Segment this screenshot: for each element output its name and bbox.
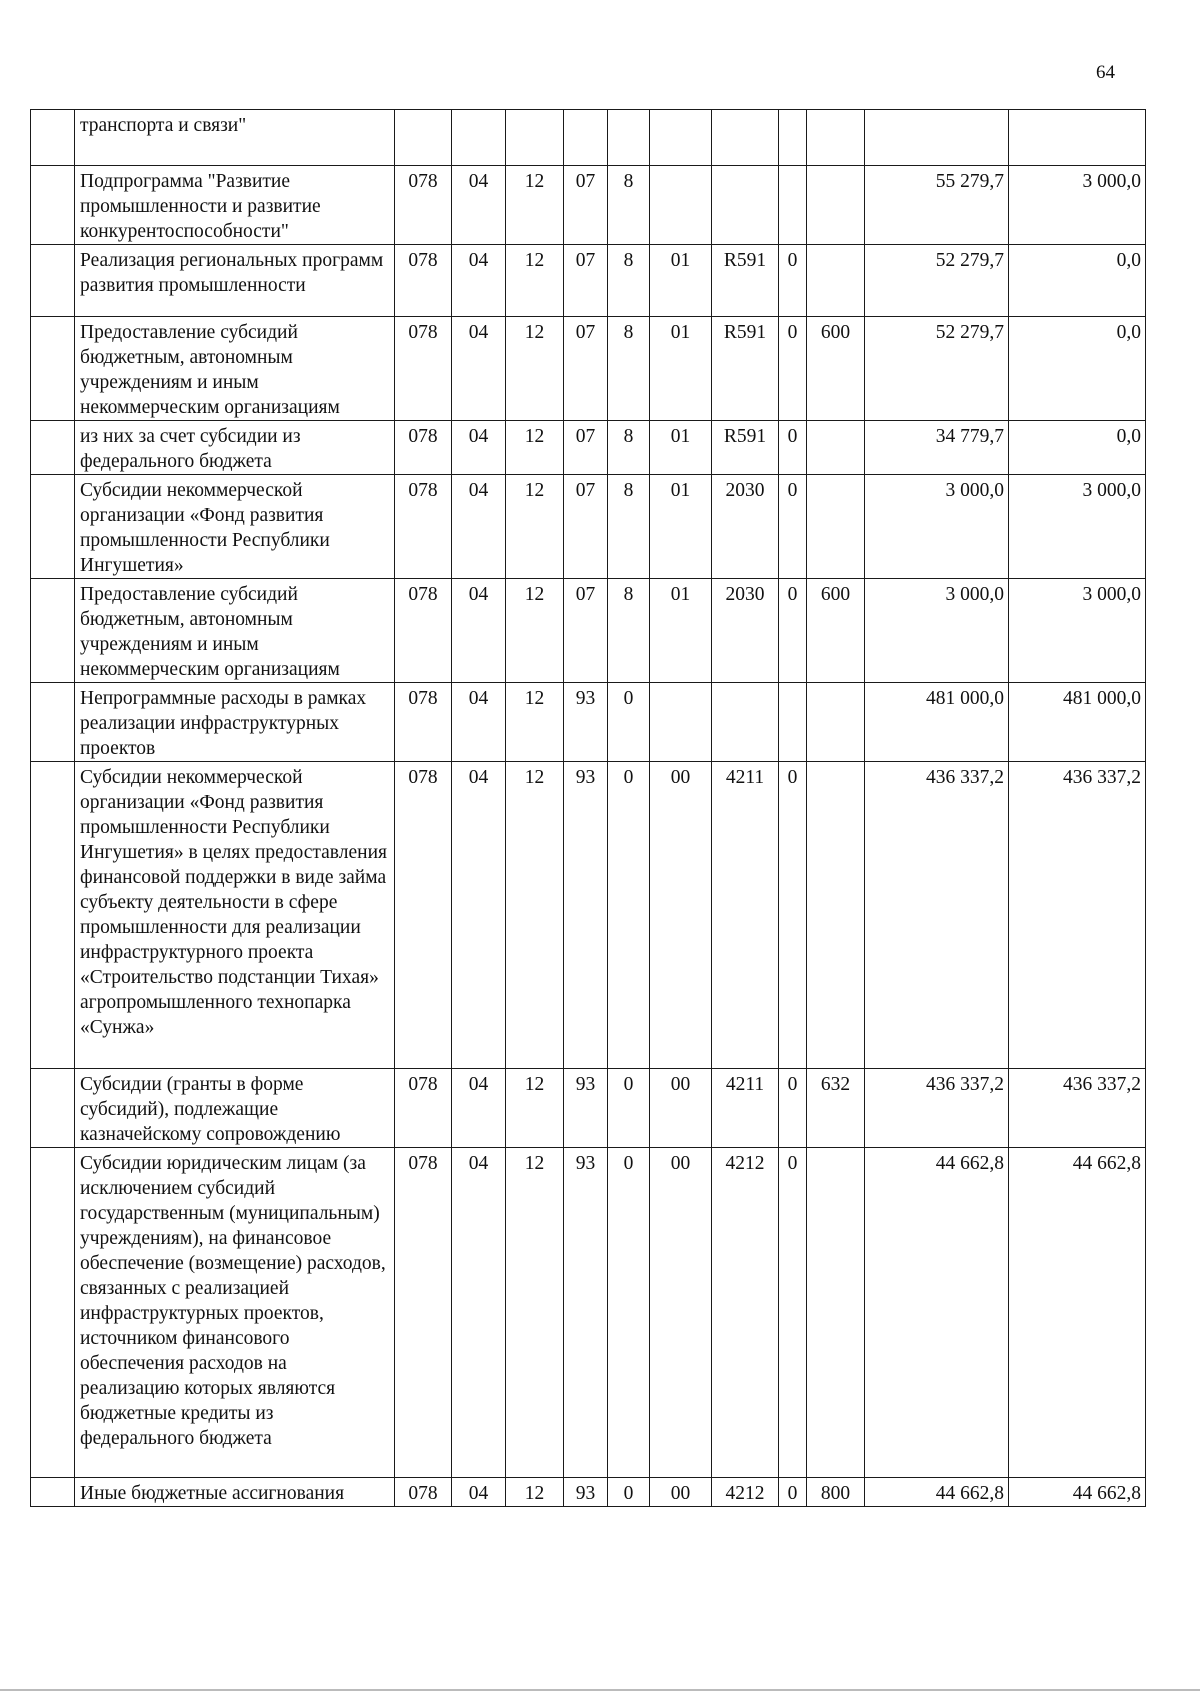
program-code-cell: 93 <box>564 683 608 762</box>
program-code-cell: 07 <box>564 245 608 317</box>
amount-year1-cell: 436 337,2 <box>865 1069 1009 1148</box>
direction-suffix-cell <box>779 166 807 245</box>
direction-suffix-cell: 0 <box>779 579 807 683</box>
main-activity-code-cell: 00 <box>650 762 712 1069</box>
subsection-code-cell: 12 <box>506 762 564 1069</box>
program-code-cell: 07 <box>564 475 608 579</box>
main-activity-code-cell: 01 <box>650 317 712 421</box>
table-row <box>31 762 1146 1069</box>
subprogram-code-cell <box>608 110 650 166</box>
expense-type-cell <box>807 762 865 1069</box>
amount-year2-cell: 3 000,0 <box>1009 475 1146 579</box>
item-name-cell: Подпрограмма "Развитие промышленности и развитие конкурентоспособности" <box>75 166 395 245</box>
row-marker-cell <box>31 475 75 579</box>
expense-type-cell <box>807 166 865 245</box>
item-name-cell: Субсидии некоммерческой организации «Фонд развития промышленности Республики Ингушетия» в целях предоставления финансовой поддержки в виде займа субъекту деятельности в сфере промышленности для реализации инфраструктурного проекта «Строительство подстанции Тихая» агропромышленного технопарка «Сунжа» <box>75 762 395 1069</box>
program-code-cell: 93 <box>564 1069 608 1148</box>
direction-suffix-cell <box>779 683 807 762</box>
department-code-cell: 078 <box>395 166 452 245</box>
expense-type-cell <box>807 475 865 579</box>
expense-type-cell: 600 <box>807 317 865 421</box>
program-code-cell: 93 <box>564 1148 608 1478</box>
page-number: 64 <box>1096 62 1115 83</box>
department-code-cell <box>395 110 452 166</box>
row-marker-cell <box>31 579 75 683</box>
section-code-cell: 04 <box>452 1478 506 1507</box>
subsection-code-cell: 12 <box>506 683 564 762</box>
subsection-code-cell: 12 <box>506 317 564 421</box>
row-marker-cell <box>31 1069 75 1148</box>
subsection-code-cell: 12 <box>506 1069 564 1148</box>
section-code-cell: 04 <box>452 683 506 762</box>
expense-type-cell <box>807 245 865 317</box>
row-marker-cell <box>31 110 75 166</box>
direction-suffix-cell: 0 <box>779 1478 807 1507</box>
table-row <box>31 1148 1146 1478</box>
section-code-cell: 04 <box>452 579 506 683</box>
item-name-cell: из них за счет субсидии из федерального бюджета <box>75 421 395 475</box>
subprogram-code-cell: 8 <box>608 421 650 475</box>
program-code-cell: 07 <box>564 579 608 683</box>
amount-year2-cell: 3 000,0 <box>1009 579 1146 683</box>
section-code-cell: 04 <box>452 166 506 245</box>
table-row <box>31 317 1146 421</box>
section-code-cell: 04 <box>452 1069 506 1148</box>
subprogram-code-cell: 0 <box>608 1069 650 1148</box>
table-row <box>31 245 1146 317</box>
item-name-cell: Реализация региональных программ развития промышленности <box>75 245 395 317</box>
section-code-cell: 04 <box>452 1148 506 1478</box>
direction-code-cell: R591 <box>712 317 779 421</box>
item-name-cell: Предоставление субсидий бюджетным, автономным учреждениям и иным некоммерческим организациям <box>75 579 395 683</box>
program-code-cell: 07 <box>564 317 608 421</box>
department-code-cell: 078 <box>395 317 452 421</box>
direction-code-cell: 4212 <box>712 1148 779 1478</box>
section-code-cell: 04 <box>452 762 506 1069</box>
section-code-cell: 04 <box>452 317 506 421</box>
table-row <box>31 475 1146 579</box>
amount-year1-cell: 52 279,7 <box>865 317 1009 421</box>
direction-suffix-cell: 0 <box>779 1148 807 1478</box>
amount-year1-cell: 436 337,2 <box>865 762 1009 1069</box>
direction-suffix-cell: 0 <box>779 475 807 579</box>
department-code-cell: 078 <box>395 762 452 1069</box>
direction-code-cell <box>712 166 779 245</box>
amount-year1-cell: 55 279,7 <box>865 166 1009 245</box>
row-marker-cell <box>31 317 75 421</box>
item-name-cell: Иные бюджетные ассигнования <box>75 1478 395 1507</box>
main-activity-code-cell: 00 <box>650 1478 712 1507</box>
direction-suffix-cell <box>779 110 807 166</box>
expense-type-cell: 600 <box>807 579 865 683</box>
expense-type-cell: 800 <box>807 1478 865 1507</box>
amount-year2-cell: 481 000,0 <box>1009 683 1146 762</box>
main-activity-code-cell: 01 <box>650 475 712 579</box>
subprogram-code-cell: 8 <box>608 245 650 317</box>
department-code-cell: 078 <box>395 579 452 683</box>
direction-suffix-cell: 0 <box>779 245 807 317</box>
section-code-cell: 04 <box>452 475 506 579</box>
subsection-code-cell: 12 <box>506 579 564 683</box>
department-code-cell: 078 <box>395 683 452 762</box>
program-code-cell <box>564 110 608 166</box>
row-marker-cell <box>31 166 75 245</box>
expense-type-cell <box>807 683 865 762</box>
table-row <box>31 1069 1146 1148</box>
amount-year2-cell: 0,0 <box>1009 421 1146 475</box>
budget-table <box>30 109 1146 1507</box>
item-name-cell: Субсидии (гранты в форме субсидий), подлежащие казначейскому сопровождению <box>75 1069 395 1148</box>
amount-year1-cell: 3 000,0 <box>865 579 1009 683</box>
amount-year2-cell: 436 337,2 <box>1009 1069 1146 1148</box>
main-activity-code-cell: 01 <box>650 579 712 683</box>
amount-year1-cell <box>865 110 1009 166</box>
table-row <box>31 421 1146 475</box>
amount-year2-cell: 0,0 <box>1009 245 1146 317</box>
expense-type-cell <box>807 421 865 475</box>
main-activity-code-cell: 00 <box>650 1148 712 1478</box>
subprogram-code-cell: 0 <box>608 683 650 762</box>
row-marker-cell <box>31 421 75 475</box>
amount-year2-cell: 3 000,0 <box>1009 166 1146 245</box>
amount-year1-cell: 44 662,8 <box>865 1478 1009 1507</box>
direction-code-cell: R591 <box>712 421 779 475</box>
section-code-cell <box>452 110 506 166</box>
subsection-code-cell: 12 <box>506 166 564 245</box>
item-name-cell: Субсидии юридическим лицам (за исключением субсидий государственным (муниципальным) учреждениям), на финансовое обеспечение (возмещение) расходов, связанных с реализацией инфраструктурных проектов, источником финансового обеспечения расходов на реализацию которых являются бюджетные кредиты из федерального бюджета <box>75 1148 395 1478</box>
item-name-cell: Непрограммные расходы в рамках реализации инфраструктурных проектов <box>75 683 395 762</box>
subsection-code-cell <box>506 110 564 166</box>
subsection-code-cell: 12 <box>506 1478 564 1507</box>
direction-suffix-cell: 0 <box>779 421 807 475</box>
program-code-cell: 93 <box>564 762 608 1069</box>
subprogram-code-cell: 0 <box>608 1478 650 1507</box>
table-row <box>31 579 1146 683</box>
row-marker-cell <box>31 245 75 317</box>
amount-year2-cell: 436 337,2 <box>1009 762 1146 1069</box>
main-activity-code-cell: 01 <box>650 421 712 475</box>
program-code-cell: 07 <box>564 421 608 475</box>
expense-type-cell <box>807 1148 865 1478</box>
department-code-cell: 078 <box>395 245 452 317</box>
row-marker-cell <box>31 1478 75 1507</box>
subprogram-code-cell: 8 <box>608 166 650 245</box>
direction-suffix-cell: 0 <box>779 317 807 421</box>
row-marker-cell <box>31 1148 75 1478</box>
direction-code-cell: 2030 <box>712 579 779 683</box>
subsection-code-cell: 12 <box>506 245 564 317</box>
amount-year2-cell: 0,0 <box>1009 317 1146 421</box>
direction-code-cell <box>712 110 779 166</box>
subprogram-code-cell: 8 <box>608 579 650 683</box>
section-code-cell: 04 <box>452 245 506 317</box>
subsection-code-cell: 12 <box>506 421 564 475</box>
amount-year2-cell: 44 662,8 <box>1009 1148 1146 1478</box>
table-row <box>31 166 1146 245</box>
subprogram-code-cell: 0 <box>608 762 650 1069</box>
scan-edge-line <box>0 1689 1200 1691</box>
direction-code-cell <box>712 683 779 762</box>
department-code-cell: 078 <box>395 1478 452 1507</box>
amount-year1-cell: 481 000,0 <box>865 683 1009 762</box>
subprogram-code-cell: 0 <box>608 1148 650 1478</box>
table-row <box>31 1478 1146 1507</box>
main-activity-code-cell: 01 <box>650 245 712 317</box>
subsection-code-cell: 12 <box>506 475 564 579</box>
table-row <box>31 110 1146 166</box>
amount-year2-cell <box>1009 110 1146 166</box>
direction-code-cell: 4211 <box>712 1069 779 1148</box>
amount-year2-cell: 44 662,8 <box>1009 1478 1146 1507</box>
item-name-cell: Предоставление субсидий бюджетным, автономным учреждениям и иным некоммерческим организациям <box>75 317 395 421</box>
expense-type-cell <box>807 110 865 166</box>
amount-year1-cell: 52 279,7 <box>865 245 1009 317</box>
section-code-cell: 04 <box>452 421 506 475</box>
direction-code-cell: 4212 <box>712 1478 779 1507</box>
department-code-cell: 078 <box>395 475 452 579</box>
table-row <box>31 683 1146 762</box>
direction-code-cell: R591 <box>712 245 779 317</box>
amount-year1-cell: 3 000,0 <box>865 475 1009 579</box>
direction-code-cell: 2030 <box>712 475 779 579</box>
main-activity-code-cell <box>650 683 712 762</box>
subprogram-code-cell: 8 <box>608 475 650 579</box>
item-name-cell: Субсидии некоммерческой организации «Фонд развития промышленности Республики Ингушетия» <box>75 475 395 579</box>
expense-type-cell: 632 <box>807 1069 865 1148</box>
main-activity-code-cell: 00 <box>650 1069 712 1148</box>
department-code-cell: 078 <box>395 1148 452 1478</box>
subsection-code-cell: 12 <box>506 1148 564 1478</box>
direction-suffix-cell: 0 <box>779 1069 807 1148</box>
main-activity-code-cell <box>650 166 712 245</box>
row-marker-cell <box>31 762 75 1069</box>
item-name-cell: транспорта и связи" <box>75 110 395 166</box>
program-code-cell: 07 <box>564 166 608 245</box>
department-code-cell: 078 <box>395 1069 452 1148</box>
subprogram-code-cell: 8 <box>608 317 650 421</box>
amount-year1-cell: 44 662,8 <box>865 1148 1009 1478</box>
direction-code-cell: 4211 <box>712 762 779 1069</box>
department-code-cell: 078 <box>395 421 452 475</box>
direction-suffix-cell: 0 <box>779 762 807 1069</box>
row-marker-cell <box>31 683 75 762</box>
program-code-cell: 93 <box>564 1478 608 1507</box>
amount-year1-cell: 34 779,7 <box>865 421 1009 475</box>
main-activity-code-cell <box>650 110 712 166</box>
